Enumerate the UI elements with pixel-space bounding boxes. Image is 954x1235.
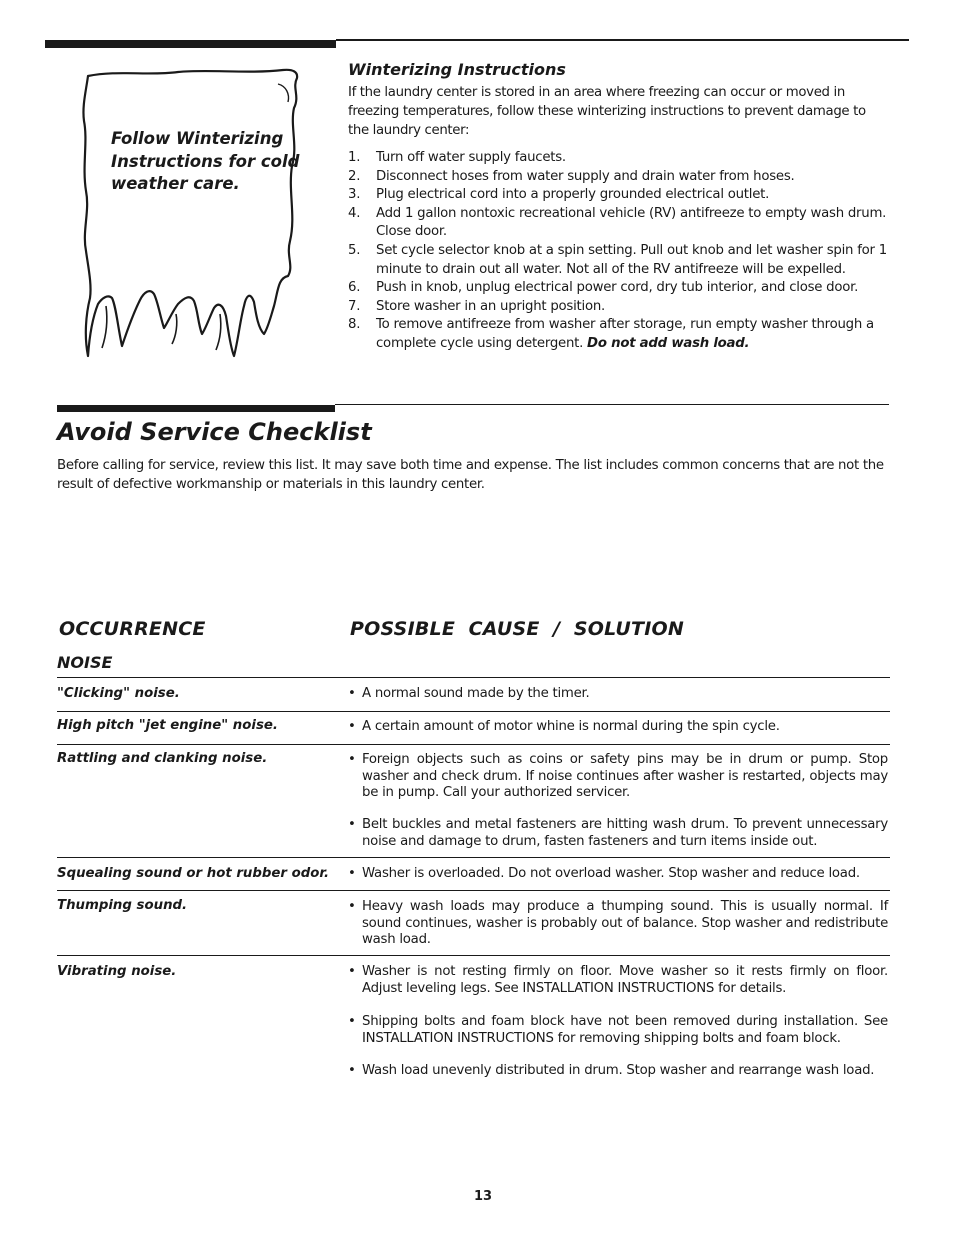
winterizing-intro: If the laundry center is stored in an area where freezing can occur or moved in freezing temperatures, follow these winterizing instructions to prevent damage to the laundry center: (348, 85, 866, 138)
top-rule-thick (45, 40, 336, 48)
solution-item: • Foreign objects such as coins or safety pins may be in drum or pump. Stop washer and check drum. If noise continues after washer is restarted, objects may be in pump. Call your authorized servicer. (348, 752, 888, 801)
winterizing-step: 7. Store washer in an upright position. (348, 298, 606, 314)
occurrence-label: Vibrating noise. (57, 964, 177, 979)
icicle-frame-illustration (78, 66, 306, 372)
winterizing-step: 2. Disconnect hoses from water supply and drain water from hoses. (348, 168, 795, 184)
occurrence-label: Rattling and clanking noise. (57, 751, 268, 766)
checklist-intro: Before calling for service, review this list. It may save both time and expense. The list includes common concerns that are not the result of defective workmanship or materials in this laundry center. (57, 458, 884, 492)
solution-item: • A certain amount of motor whine is normal during the spin cycle. (348, 719, 780, 734)
winterizing-step: 6. Push in knob, unplug electrical power cord, dry tub interior, and close door. (348, 280, 859, 296)
solution-item: • Washer is overloaded. Do not overload washer. Stop washer and reduce load. (348, 866, 860, 881)
occurrence-label: "Clicking" noise. (57, 686, 180, 701)
checklist-title: Avoid Service Checklist (57, 418, 372, 446)
winterizing-steps (348, 149, 888, 354)
solution-item: • A normal sound made by the timer. (348, 686, 590, 701)
row-divider (57, 857, 890, 858)
solution-item: • Shipping bolts and foam block have not been removed during installation. See INSTALLATION INSTRUCTIONS for removing shipping bolts and foam block. (348, 1014, 888, 1046)
solution-item: • Belt buckles and metal fasteners are hitting wash drum. To prevent unnecessary noise and damage to drum, fasten fasteners and turn items inside out. (348, 817, 888, 849)
solution-column-header: POSSIBLE CAUSE / SOLUTION (350, 618, 684, 640)
row-divider (57, 711, 890, 712)
page-number: 13 (473, 1189, 493, 1204)
emphasis-text: Do not add wash load. (587, 335, 750, 351)
row-divider (57, 744, 890, 745)
winterizing-step: 8. To remove antifreeze from washer after storage, run empty washer through a complete cycle using detergent. Do not add wash load. (348, 317, 874, 351)
row-divider (57, 677, 890, 678)
occurrence-column-header: OCCURRENCE (59, 618, 206, 640)
section-rule-thick (57, 405, 335, 412)
winterizing-step: 3. Plug electrical cord into a properly grounded electrical outlet. (348, 187, 770, 203)
occurrence-label: Squealing sound or hot rubber odor. (57, 866, 330, 881)
solution-item: • Wash load unevenly distributed in drum. Stop washer and rearrange wash load. (348, 1063, 875, 1078)
row-divider (57, 890, 890, 891)
solution-item: • Washer is not resting firmly on floor. Move washer so it rests firmly on floor. Adjust leveling legs. See INSTALLATION INSTRUCTIONS for details. (348, 964, 888, 996)
winterizing-title: Winterizing Instructions (348, 60, 566, 79)
row-divider (57, 955, 890, 956)
section-rule-thin (335, 404, 889, 405)
winterizing-step: 4. Add 1 gallon nontoxic recreational vehicle (RV) antifreeze to empty wash drum. Close door. (348, 205, 887, 240)
winterizing-step: 1. Turn off water supply faucets. (348, 150, 566, 165)
occurrence-label: Thumping sound. (57, 898, 188, 913)
solution-item: • Heavy wash loads may produce a thumping sound. This is usually normal. If sound continues, washer is probably out of balance. Stop washer and redistribute wash load. (348, 899, 888, 948)
winterizing-callout: Follow Winterizing Instructions for cold weather care. (111, 129, 300, 193)
top-rule-thin (336, 39, 909, 41)
winterizing-step: 5. Set cycle selector knob at a spin setting. Pull out knob and let washer spin for 1 minute to drain out all water. Not all of the RV antifreeze will be expelled. (348, 242, 887, 277)
category-noise: NOISE (57, 653, 113, 672)
occurrence-label: High pitch "jet engine" noise. (57, 718, 278, 733)
